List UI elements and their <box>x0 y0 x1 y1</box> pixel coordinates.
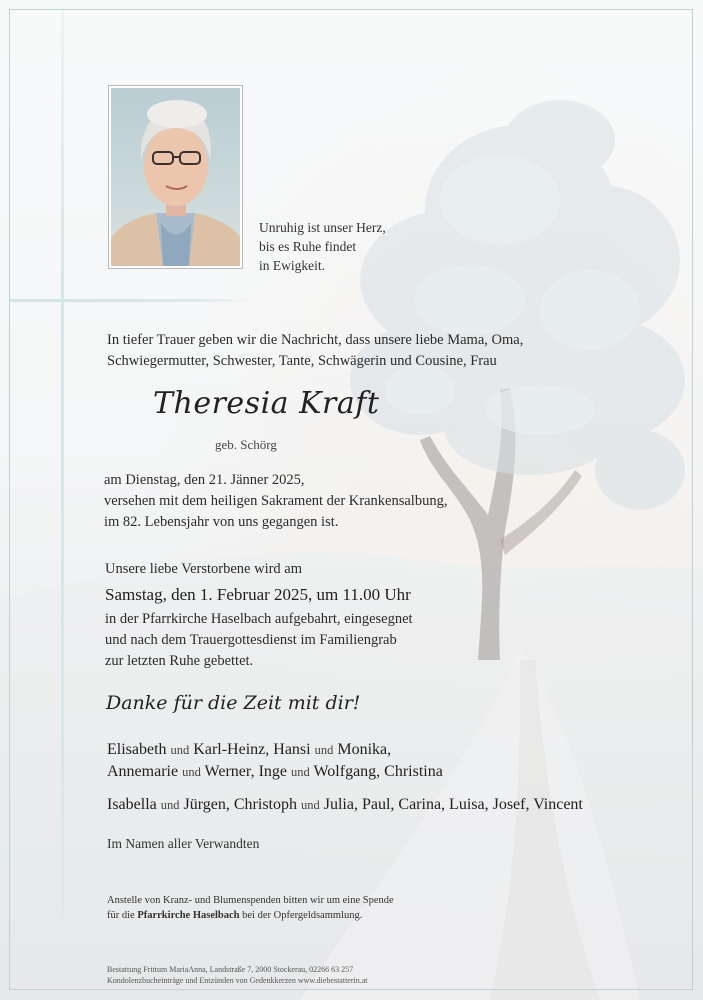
portrait-image <box>111 88 240 266</box>
family-row-grandchildren <box>107 796 583 814</box>
mourner-name: Annemarie <box>107 763 179 780</box>
mourner-name: Karl-Heinz, Hansi <box>193 741 311 758</box>
funeral-details <box>105 609 413 672</box>
donation-text: bei der Opfergeldsammlung. <box>242 910 363 921</box>
conjunction: und <box>300 798 320 812</box>
memorial-quote <box>259 218 386 275</box>
death-notice <box>104 470 447 533</box>
death-line: versehen mit dem heiligen Sakrament der Krankensalbung, <box>104 493 448 509</box>
conjunction: und <box>182 765 201 779</box>
footer-line: Bestattung Frittum MariaAnna, Landstraße 7, 2000 Stockerau, 02266 63 257 <box>107 965 354 974</box>
cross-vertical-beam <box>61 10 64 920</box>
quote-line: bis es Ruhe findet <box>259 239 357 254</box>
donation-recipient: Pfarrkirche Haselbach <box>137 910 240 921</box>
death-line: am Dienstag, den 21. Jänner 2025, <box>104 472 305 488</box>
conjunction: und <box>314 743 334 757</box>
maiden-name: geb. Schörg <box>215 437 277 452</box>
funeral-line: in der Pfarrkirche Haselbach aufgebahrt, eingesegnet <box>105 611 413 627</box>
intro-line: In tiefer Trauer geben wir die Nachricht, dass unsere liebe Mama, Oma, <box>107 332 524 348</box>
cross-horizontal-beam <box>10 299 252 302</box>
funeral-date: Samstag, den 1. Februar 2025, um 11.00 Uhr <box>105 585 411 604</box>
donation-line: Anstelle von Kranz- und Blumenspenden bitten wir um eine Spende <box>107 895 394 906</box>
relatives-note: Im Namen aller Verwandten <box>107 836 260 851</box>
mourner-name: Wolfgang, Christina <box>313 763 443 780</box>
family-row <box>107 761 443 783</box>
donation-note <box>107 893 394 923</box>
funeral-line: zur letzten Ruhe gebettet. <box>105 653 254 669</box>
intro-line: Schwiegermutter, Schwester, Tante, Schwägerin und Cousine, Frau <box>107 353 497 369</box>
quote-line: Unruhig ist unser Herz, <box>259 220 386 235</box>
mourner-name: Jürgen, Christoph <box>183 796 297 813</box>
family-list <box>107 739 443 783</box>
conjunction: und <box>170 743 190 757</box>
mourner-name: Elisabeth <box>107 741 167 758</box>
deceased-name: Theresia Kraft <box>153 386 380 421</box>
funeral-line: und nach dem Trauergottesdienst im Familiengrab <box>105 632 397 648</box>
death-line: im 82. Lebensjahr von uns gegangen ist. <box>104 514 339 530</box>
portrait-photo <box>108 85 243 269</box>
announcement-intro <box>107 330 523 372</box>
quote-line: in Ewigkeit. <box>259 258 325 273</box>
footer-line: Kondolenzbucheinträge und Entzünden von Gedenkkerzen www.diebestatterin.at <box>107 976 368 985</box>
conjunction: und <box>291 765 310 779</box>
mourner-name: Julia, Paul, Carina, Luisa, Josef, Vincent <box>323 796 583 813</box>
mourner-name: Monika, <box>337 741 392 758</box>
funeral-intro: Unsere liebe Verstorbene wird am <box>105 561 303 577</box>
funeral-home-footer <box>107 964 368 986</box>
donation-text: für die <box>107 910 135 921</box>
mourner-name: Isabella <box>107 796 157 813</box>
mourner-name: Werner, Inge <box>204 763 288 780</box>
donation-line <box>107 908 394 923</box>
thanks-heading: Danke für die Zeit mit dir! <box>106 692 361 714</box>
family-row <box>107 739 443 761</box>
conjunction: und <box>160 798 180 812</box>
